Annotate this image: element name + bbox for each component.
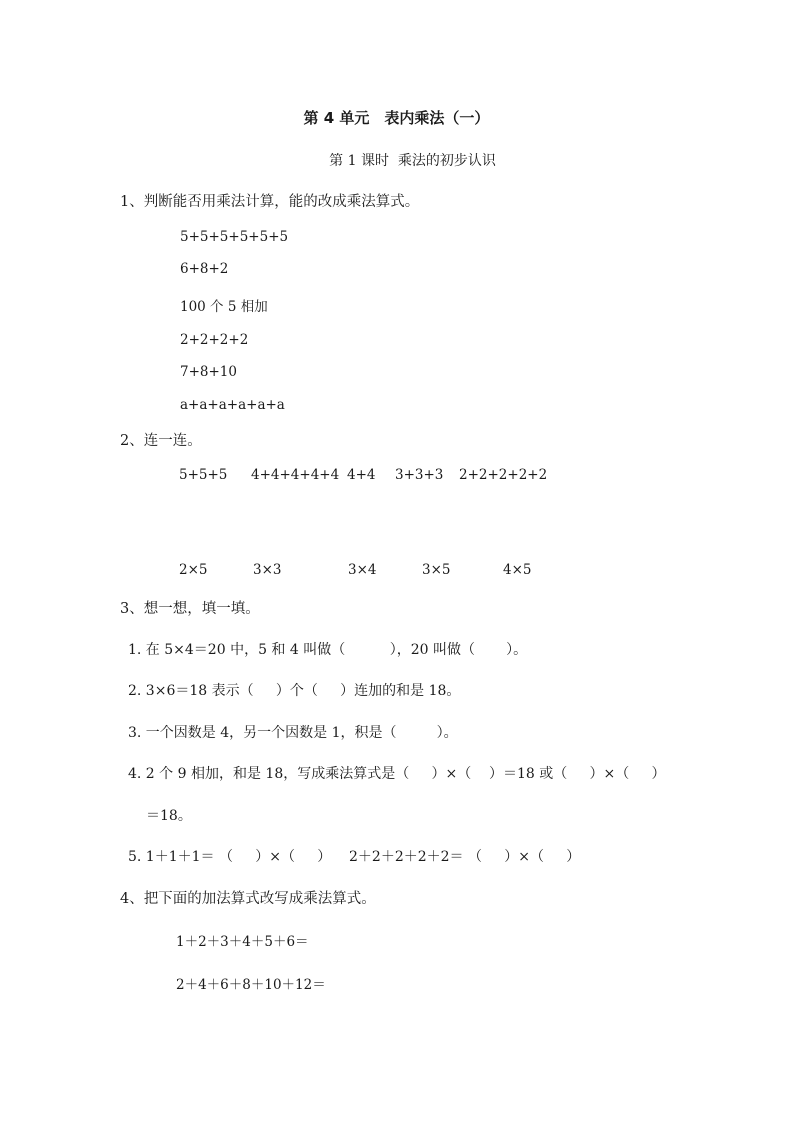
q3-item: 4. 2 个 9 相加，和是 18，写成乘法算式是（ ）×（ ）＝18 或（ ）×（ ） xyxy=(128,766,666,782)
q2-bottom-item: 3×4 xyxy=(348,562,377,578)
q1-item: 2+2+2+2 xyxy=(180,332,249,348)
question-4-heading: 4、把下面的加法算式改写成乘法算式。 xyxy=(120,891,376,907)
q2-top-item: 4+4 xyxy=(347,467,376,483)
q2-top-item: 4+4+4+4+4 xyxy=(251,467,340,483)
page-subtitle: 第 1 课时 乘法的初步认识 xyxy=(329,153,496,169)
q1-item: 6+8+2 xyxy=(180,261,229,277)
q2-bottom-item: 2×5 xyxy=(179,562,208,578)
page-title: 第 4 单元 表内乘法（一） xyxy=(303,109,490,127)
q3-item: 3. 一个因数是 4，另一个因数是 1，积是（ ）。 xyxy=(128,725,458,741)
q1-item: 5+5+5+5+5+5 xyxy=(180,229,289,245)
q3-item-continued: ＝18。 xyxy=(146,808,192,824)
question-1-heading: 1、判断能否用乘法计算，能的改成乘法算式。 xyxy=(120,194,420,210)
q2-top-item: 5+5+5 xyxy=(179,467,228,483)
q3-item: 5. 1＋1＋1＝ （ ）×（ ） 2＋2＋2＋2＋2＝ （ ）×（ ） xyxy=(128,849,581,865)
q2-top-item: 2+2+2+2+2 xyxy=(459,467,548,483)
q1-item: a+a+a+a+a+a xyxy=(180,397,285,413)
q1-item: 100 个 5 相加 xyxy=(180,299,268,315)
q1-item: 7+8+10 xyxy=(180,364,237,380)
q4-item: 1＋2＋3＋4＋5＋6＝ xyxy=(176,934,309,950)
q2-bottom-item: 3×3 xyxy=(253,562,282,578)
question-3-heading: 3、想一想，填一填。 xyxy=(120,601,260,617)
q3-item: 2. 3×6＝18 表示（ ）个（ ）连加的和是 18。 xyxy=(128,683,461,699)
q2-top-item: 3+3+3 xyxy=(395,467,444,483)
q2-bottom-item: 4×5 xyxy=(503,562,532,578)
question-2-heading: 2、连一连。 xyxy=(120,433,202,449)
q4-item: 2＋4＋6＋8＋10＋12＝ xyxy=(176,977,326,993)
q3-item: 1. 在 5×4＝20 中，5 和 4 叫做（ ），20 叫做（ ）。 xyxy=(128,642,528,658)
q2-bottom-item: 3×5 xyxy=(422,562,451,578)
